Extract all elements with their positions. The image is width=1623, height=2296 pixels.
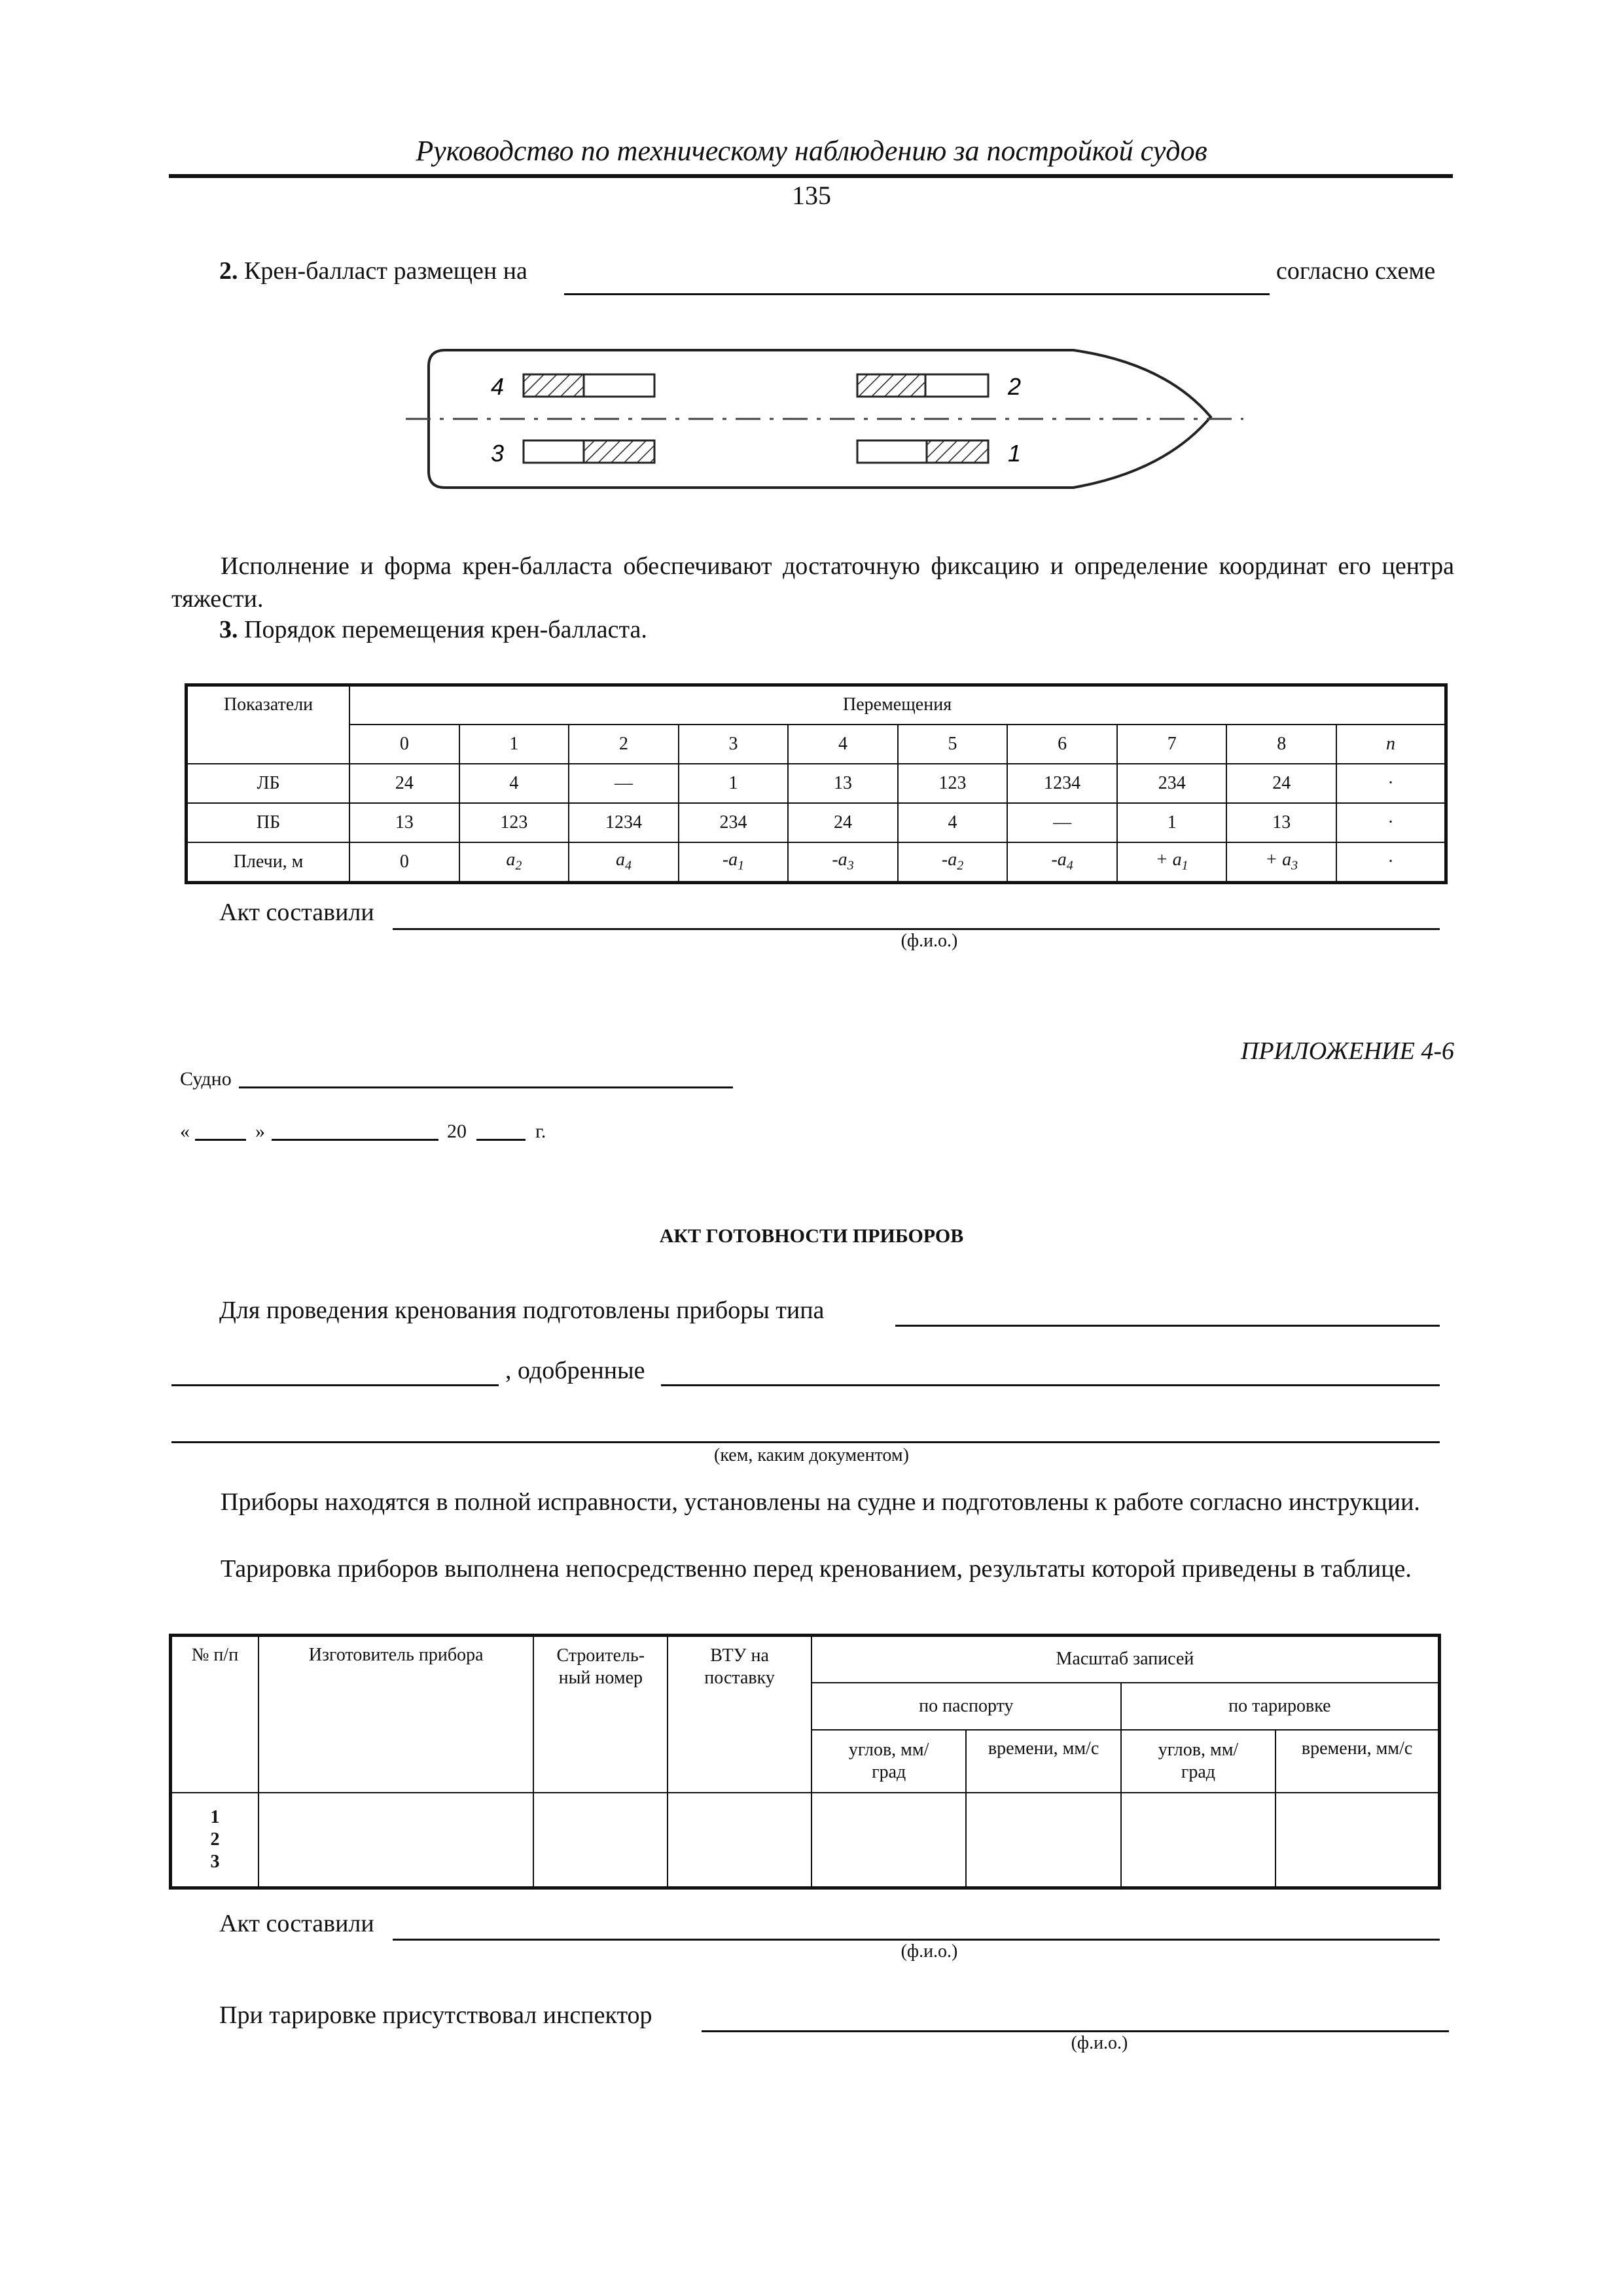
table-cell: 1234 (1007, 764, 1117, 803)
col-header-passport: по паспорту (812, 1683, 1121, 1730)
signoff2-label: Акт составили (219, 1910, 374, 1937)
page-number: 135 (792, 181, 831, 210)
row-number: 2 (210, 1829, 220, 1850)
table-row (187, 803, 1446, 842)
approved-label: , одобренные (505, 1357, 645, 1384)
signoff1-blank[interactable] (393, 928, 1440, 930)
col-header-time: времени, мм/с (1275, 1730, 1439, 1793)
empty-cell[interactable] (668, 1793, 812, 1888)
col-header-number: № п/п (171, 1636, 259, 1793)
signoff1-label: Акт составили (219, 899, 374, 926)
col-header-serial: Строитель-ный номер (533, 1636, 668, 1793)
table1-col-header: 1 (459, 725, 569, 764)
section3-line (219, 615, 647, 644)
fixation-paragraph: Исполнение и форма крен-балласта обеспечивают достаточную фиксацию и определение координат его центра тяжести. (171, 552, 1454, 613)
arm-cell: 0 (349, 842, 459, 883)
table-cell: 4 (459, 764, 569, 803)
schematic-label-3: 3 (491, 440, 505, 467)
table-cell: — (1007, 803, 1117, 842)
arm-cell: $-a_4$ (1007, 842, 1117, 883)
table-cell: 1234 (569, 803, 679, 842)
header-rule (169, 174, 1453, 178)
row-number: 1 (210, 1806, 220, 1827)
section2-suffix: согласно схеме (1276, 257, 1436, 285)
section2-text: Крен-балласт размещен на (244, 257, 527, 285)
act-title: АКТ ГОТОВНОСТИ ПРИБОРОВ (659, 1225, 964, 1247)
instruments-status-paragraph: Приборы находятся в полной исправности, установлены на судне и подготовлены к работе согласно инструкции. (221, 1488, 1420, 1516)
table1-corner-header: Показатели (187, 685, 350, 764)
schematic-label-1: 1 (1008, 440, 1022, 467)
approved-by-blank[interactable] (661, 1384, 1440, 1386)
date-year-prefix: 20 (447, 1121, 467, 1142)
arm-cell: + $a_3$ (1226, 842, 1336, 883)
table-cell: 123 (898, 764, 1008, 803)
empty-cell[interactable] (259, 1793, 534, 1888)
table-row (187, 764, 1446, 803)
table-cell: 24 (1226, 764, 1336, 803)
empty-cell[interactable] (533, 1793, 668, 1888)
table-cell: 234 (679, 803, 789, 842)
table-cell: 13 (788, 764, 898, 803)
ballast-block-4 (524, 374, 584, 397)
table-cell: 24 (788, 803, 898, 842)
empty-cell[interactable] (1121, 1793, 1276, 1888)
inspector-caption: (ф.и.о.) (1071, 2033, 1128, 2053)
col-header-maker: Изготовитель прибора (259, 1636, 534, 1793)
table-cell: · (1336, 764, 1446, 803)
date-month-blank[interactable] (272, 1139, 438, 1141)
col-header-time: времени, мм/с (966, 1730, 1120, 1793)
table-row (187, 842, 1446, 883)
col-header-vtu: ВТУ на поставку (668, 1636, 812, 1793)
table1-col-header: 3 (679, 725, 789, 764)
calibration-paragraph: Тарировка приборов выполнена непосредственно перед кренованием, результаты которой приведены в таблице. (221, 1555, 1412, 1583)
table-cell: 4 (898, 803, 1008, 842)
table-cell: 1 (679, 764, 789, 803)
appendix-label: ПРИЛОЖЕНИЕ 4-6 (1240, 1037, 1454, 1065)
inspector-label: При тарировке присутствовал инспектор (219, 2001, 652, 2029)
inspector-blank[interactable] (702, 2030, 1449, 2032)
table-cell: 234 (1117, 764, 1227, 803)
table-cell: 24 (349, 764, 459, 803)
col-header-angles: углов, мм/град (1121, 1730, 1276, 1793)
table1-group-header: Перемещения (349, 685, 1446, 725)
table1-col-header: 4 (788, 725, 898, 764)
ballast-moves-table (185, 683, 1448, 884)
calibration-table (169, 1634, 1441, 1890)
schematic-label-2: 2 (1008, 373, 1022, 400)
arm-cell: $-a_2$ (898, 842, 1008, 883)
table-row (171, 1793, 1440, 1888)
approval-document-blank[interactable] (171, 1441, 1440, 1443)
col-header-angles: углов, мм/град (812, 1730, 967, 1793)
instruments-line1: Для проведения кренования подготовлены приборы типа (219, 1297, 825, 1324)
row-number: 3 (210, 1851, 220, 1872)
section2-number: 2. (219, 257, 238, 285)
date-suffix: г. (535, 1121, 546, 1142)
row-label: ПБ (187, 803, 350, 842)
arm-cell: $-a_1$ (679, 842, 789, 883)
arm-cell: $a_2$ (459, 842, 569, 883)
section3-number: 3. (219, 616, 238, 643)
row-numbers (171, 1793, 259, 1888)
date-open-quote: « (180, 1121, 190, 1142)
vessel-blank[interactable] (239, 1086, 733, 1088)
table-cell: 1 (1117, 803, 1227, 842)
table1-col-header: 6 (1007, 725, 1117, 764)
table-cell: 13 (1226, 803, 1336, 842)
arm-cell: $a_4$ (569, 842, 679, 883)
ballast-block-3 (584, 440, 654, 463)
table-cell: 123 (459, 803, 569, 842)
table1-col-header: 2 (569, 725, 679, 764)
empty-cell[interactable] (966, 1793, 1120, 1888)
date-close-quote: » (255, 1121, 265, 1142)
table-cell: — (569, 764, 679, 803)
table-cell: 13 (349, 803, 459, 842)
table-cell: · (1336, 803, 1446, 842)
arm-cell: + $a_1$ (1117, 842, 1227, 883)
row-label: Плечи, м (187, 842, 350, 883)
table1-col-header: 8 (1226, 725, 1336, 764)
signoff2-blank[interactable] (393, 1939, 1440, 1941)
vessel-label: Судно (180, 1068, 232, 1090)
section3-text: Порядок перемещения крен-балласта. (244, 616, 647, 643)
signoff1-caption: (ф.и.о.) (901, 931, 958, 951)
date-day-blank[interactable] (195, 1139, 246, 1141)
schematic-label-4: 4 (491, 373, 505, 400)
signoff2-caption: (ф.и.о.) (901, 1941, 958, 1962)
table1-col-header: n (1336, 725, 1446, 764)
instrument-model-blank[interactable] (171, 1384, 499, 1386)
col-header-scale-group: Масштаб записей (812, 1636, 1440, 1683)
row-label: ЛБ (187, 764, 350, 803)
section2-line (219, 257, 527, 285)
section2-blank[interactable] (564, 293, 1270, 295)
col-header-calibration: по тарировке (1121, 1683, 1440, 1730)
empty-cell[interactable] (1275, 1793, 1439, 1888)
ballast-block-2 (857, 374, 925, 397)
ballast-block-1 (927, 440, 988, 463)
instrument-type-blank[interactable] (895, 1325, 1440, 1327)
arm-cell: $-a_3$ (788, 842, 898, 883)
table1-col-header: 7 (1117, 725, 1227, 764)
ballast-schematic (399, 337, 1250, 501)
empty-cell[interactable] (812, 1793, 967, 1888)
running-title: Руководство по техническому наблюдению за постройкой судов (416, 135, 1207, 167)
approval-caption: (кем, каким документом) (714, 1445, 909, 1465)
date-year-blank[interactable] (476, 1139, 526, 1141)
arm-cell: · (1336, 842, 1446, 883)
table1-col-header: 5 (898, 725, 1008, 764)
table1-col-header: 0 (349, 725, 459, 764)
